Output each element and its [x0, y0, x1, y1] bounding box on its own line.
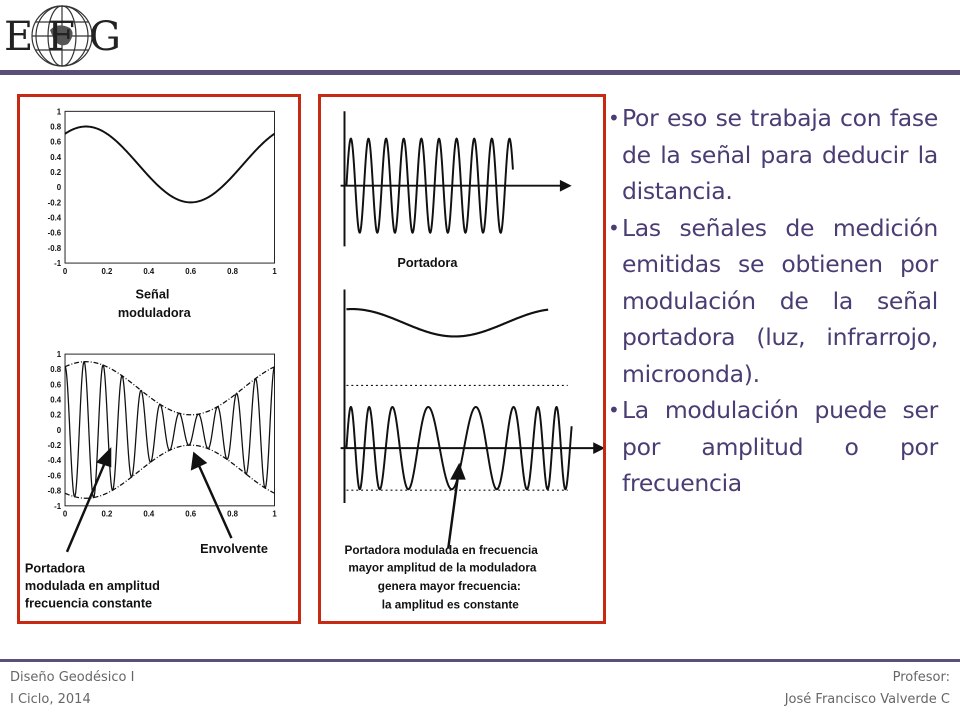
y-tick-label: 0.6 — [50, 137, 62, 147]
frequency-modulation-figure — [318, 94, 606, 624]
fm-caption-4: la amplitud es constante — [381, 598, 519, 612]
amplitude-modulation-figure — [17, 94, 301, 624]
footer-professor — [785, 667, 950, 711]
x-tick-label: 1 — [272, 509, 277, 519]
x-tick-label: 0 — [62, 266, 68, 276]
bullet-list — [608, 100, 938, 502]
y-tick-label: -0.4 — [47, 213, 62, 223]
fm-modulating-wave — [346, 309, 548, 336]
x-tick-label: 0.2 — [101, 509, 113, 519]
course-term: I Ciclo, 2014 — [10, 692, 91, 707]
modulating-caption-2: moduladora — [117, 304, 191, 320]
bullet-icon: • — [608, 398, 620, 422]
professor-role: Profesor: — [892, 670, 950, 685]
x-tick-label: 0 — [62, 509, 68, 519]
envelope-label: Envolvente — [200, 540, 268, 556]
header-divider — [0, 70, 960, 75]
y-tick-label: 0 — [56, 183, 62, 193]
y-tick-label: -1 — [54, 259, 62, 269]
fm-caption-1: Portadora modulada en frecuencia — [344, 543, 538, 557]
x-tick-label: 0.4 — [143, 266, 155, 276]
y-tick-label: 0 — [56, 425, 62, 435]
bullet-item: • Por eso se trabaja con fase de la señal para deducir la distancia. — [620, 100, 938, 210]
y-tick-label: -0.2 — [47, 441, 62, 451]
modulating-signal-plot — [48, 107, 278, 320]
y-tick-label: -0.4 — [47, 456, 62, 466]
y-tick-label: -0.8 — [47, 243, 62, 253]
bullet-item: • Las señales de medición emitidas se obtienen por modulación de la señal portadora (luz, infrarrojo, microonda). — [620, 210, 938, 393]
y-tick-label: 0.2 — [50, 167, 62, 177]
envelope-upper — [65, 362, 274, 415]
y-tick-label: -0.8 — [47, 486, 62, 496]
fm-modulating-plot — [341, 289, 603, 502]
y-tick-label: 0.8 — [50, 365, 62, 375]
y-tick-label: -0.6 — [47, 228, 62, 238]
footer-divider — [0, 659, 960, 662]
carrier-label: Portadora — [397, 254, 458, 270]
fm-arrow — [448, 466, 464, 548]
course-name: Diseño Geodésico I — [10, 670, 135, 685]
logo-text: EFG — [4, 14, 125, 60]
x-tick-label: 0.6 — [185, 509, 197, 519]
x-tick-label: 0.6 — [185, 266, 197, 276]
y-tick-label: -1 — [54, 501, 62, 511]
y-tick-label: -0.2 — [47, 198, 62, 208]
professor-name: José Francisco Valverde C — [784, 692, 950, 707]
fm-caption-2: mayor amplitud de la moduladora — [348, 561, 537, 575]
bullet-icon: • — [608, 106, 620, 130]
am-caption-3: frecuencia constante — [24, 595, 153, 611]
envelope-arrow — [192, 454, 231, 538]
am-signal-plot — [25, 350, 277, 611]
am-caption-2: modulada en amplitud — [24, 578, 160, 594]
bullet-item: • La modulación puede ser por amplitud o por frecuencia — [620, 392, 938, 502]
bullet-icon: • — [608, 215, 620, 240]
y-tick-label: -0.6 — [47, 471, 62, 481]
fm-caption-3: genera mayor frecuencia: — [377, 580, 521, 594]
modulating-wave — [65, 127, 274, 203]
y-tick-label: 1 — [56, 350, 62, 360]
x-tick-label: 0.2 — [101, 266, 113, 276]
modulating-caption-1: Señal — [135, 286, 170, 302]
am-caption-1: Portadora — [24, 560, 85, 576]
carrier-plot — [341, 111, 572, 270]
efg-logo — [0, 0, 125, 72]
x-tick-label: 0.4 — [143, 509, 155, 519]
y-tick-label: 1 — [56, 107, 62, 117]
y-tick-label: 0.6 — [50, 380, 62, 390]
y-tick-label: 0.4 — [50, 395, 62, 405]
y-tick-label: 0.8 — [50, 122, 62, 132]
x-tick-label: 0.8 — [227, 266, 239, 276]
y-tick-label: 0.2 — [50, 410, 62, 420]
x-tick-label: 0.8 — [227, 509, 239, 519]
footer-course — [10, 667, 134, 711]
carrier-arrow — [67, 450, 110, 552]
am-carrier-wave — [65, 362, 274, 498]
y-tick-label: 0.4 — [50, 152, 62, 162]
x-tick-label: 1 — [272, 266, 277, 276]
